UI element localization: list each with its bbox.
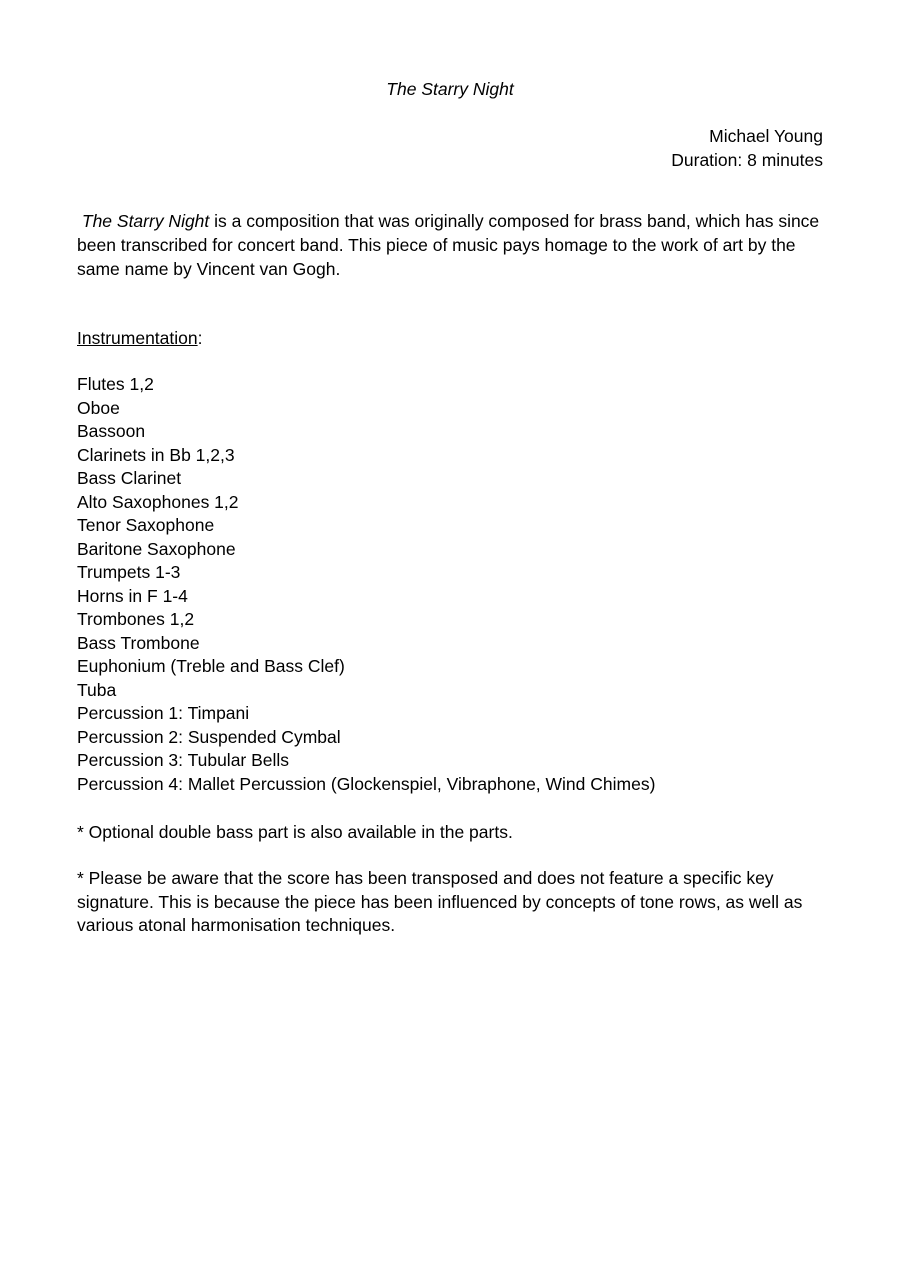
instrument-list: [77, 373, 655, 796]
list-item: Percussion 4: Mallet Percussion (Glockenspiel, Vibraphone, Wind Chimes): [77, 773, 656, 794]
list-item: Bass Clarinet: [77, 468, 182, 488]
intro-title-ref: The Starry Night: [81, 211, 210, 231]
list-item: Percussion 3: Tubular Bells: [77, 750, 290, 770]
list-item: Trombones 1,2: [77, 609, 195, 629]
list-item: Alto Saxophones 1,2: [77, 491, 239, 512]
duration-text: Duration: 8 minutes: [671, 150, 823, 170]
instrumentation-heading-label: Instrumentation: [77, 328, 198, 348]
intro-paragraph: [77, 209, 825, 281]
list-item: Tenor Saxophone: [77, 515, 215, 535]
list-item: Percussion 1: Timpani: [77, 703, 250, 723]
list-item: Bassoon: [77, 421, 146, 441]
list-item: Tuba: [77, 679, 117, 700]
intro-text: is a composition that was originally composed for brass band, which has since been transcribed for concert band. This piece of music pays homage to the work of art by the same name by Vincent van Gogh.: [77, 211, 825, 279]
composer-name: Michael Young: [709, 126, 823, 146]
list-item: Flutes 1,2: [77, 374, 154, 394]
list-item: Trumpets 1-3: [77, 562, 181, 582]
list-item: Euphonium (Treble and Bass Clef): [77, 656, 345, 676]
instrumentation-heading: [77, 326, 203, 350]
list-item: Clarinets in Bb 1,2,3: [77, 444, 235, 465]
instrumentation-heading-colon: :: [197, 328, 203, 348]
list-item: Horns in F 1-4: [77, 585, 188, 606]
list-item: Baritone Saxophone: [77, 538, 236, 559]
page-title: The Starry Night: [386, 79, 514, 99]
note-double-bass: * Optional double bass part is also available in the parts.: [77, 822, 513, 842]
list-item: Bass Trombone: [77, 632, 200, 653]
list-item: Oboe: [77, 397, 120, 418]
list-item: Percussion 2: Suspended Cymbal: [77, 726, 341, 747]
author-block: [423, 124, 823, 172]
note-transposed-score: * Please be aware that the score has been transposed and does not feature a specific key signature. This is because the piece has been influenced by concepts of tone rows, as well as various atonal harmonisation techniques.: [77, 868, 803, 935]
